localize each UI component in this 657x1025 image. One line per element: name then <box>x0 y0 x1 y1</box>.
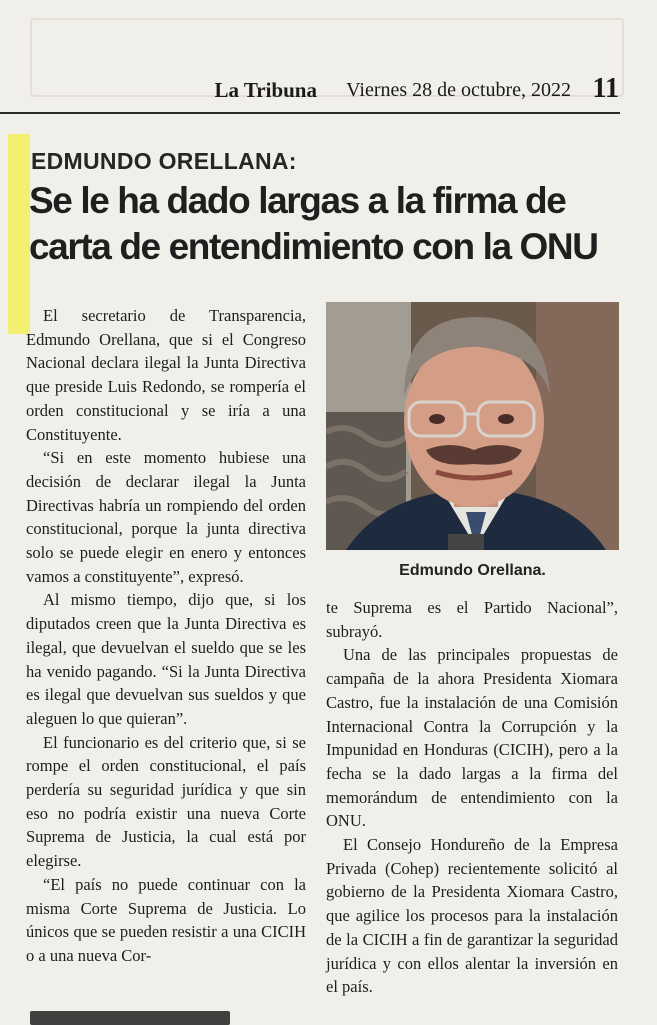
paragraph: El Consejo Hondureño de la Empresa Privada (Cohep) recientemente solicitó al gobierno de la Presidenta Xiomara Castro, que agilice los procesos para la instalación de la CICIH a fin de garantizar la seguridad jurídica y con ellos alentar la inversión en el país. <box>326 835 618 997</box>
next-article-headline-cut <box>30 1011 230 1025</box>
paragraph: “Si en este momento hubiese una decisión de declarar ilegal la Junta Directivas habría un rompiendo del orden constitucional, porque la junta directiva solo se puede elegir en enero y entonces vamos a constituyente”, expresó. <box>26 448 306 586</box>
paragraph: “El país no puede continuar con la misma Corte Suprema de Justicia. Lo únicos que se pueden resistir a una CICIH o a una nueva Cor- <box>26 874 306 965</box>
issue-date: Viernes 28 de octubre, 2022 <box>346 79 571 101</box>
article-column-2 <box>326 596 618 999</box>
page-header <box>0 72 657 112</box>
paragraph: Una de las principales propuestas de campaña de la ahora Presidenta Xiomara Castro, fue la instalación de una Comisión Internacional Contra la Corrupción y la Impunidad en Honduras (CICIH), pero a la fecha se la dado largas a la firma del memorándum de entendimiento con la ONU. <box>326 645 618 831</box>
paragraph: Al mismo tiempo, dijo que, si los diputados creen que la Junta Directiva es ilegal, que devuelvan el sueldo que se les ha venido pagando. “Si la Junta Directiva es ilegal que devuelvan sus sueldos y que aleguen lo que quieran”. <box>26 590 306 728</box>
page-number: 11 <box>592 73 619 104</box>
article-kicker: EDMUNDO ORELLANA: <box>31 148 297 174</box>
paragraph: El funcionario es del criterio que, si se rompe el orden constitucional, el país perdería su seguridad jurídica y que sin eso no podría existir una nueva Corte Suprema de Justicia, la cual está por elegirse. <box>26 732 306 871</box>
article-column-1 <box>26 304 306 968</box>
newspaper-name: La Tribuna <box>214 78 317 102</box>
article-headline: Se le ha dado largas a la firma de carta de entendimiento con la ONU <box>29 180 598 267</box>
paragraph: El secretario de Transparencia, Edmundo Orellana, que si el Congreso Nacional declara ilegal la Junta Directiva que preside Luis Redondo, se rompería el orden constitucional y se iría a una Constituyente. <box>26 306 306 444</box>
portrait-illustration <box>326 302 619 550</box>
portrait-photo <box>326 302 619 550</box>
header-rule <box>0 112 620 114</box>
photo-caption: Edmundo Orellana. <box>399 562 546 579</box>
paragraph: te Suprema es el Partido Nacional”, subrayó. <box>326 598 618 641</box>
